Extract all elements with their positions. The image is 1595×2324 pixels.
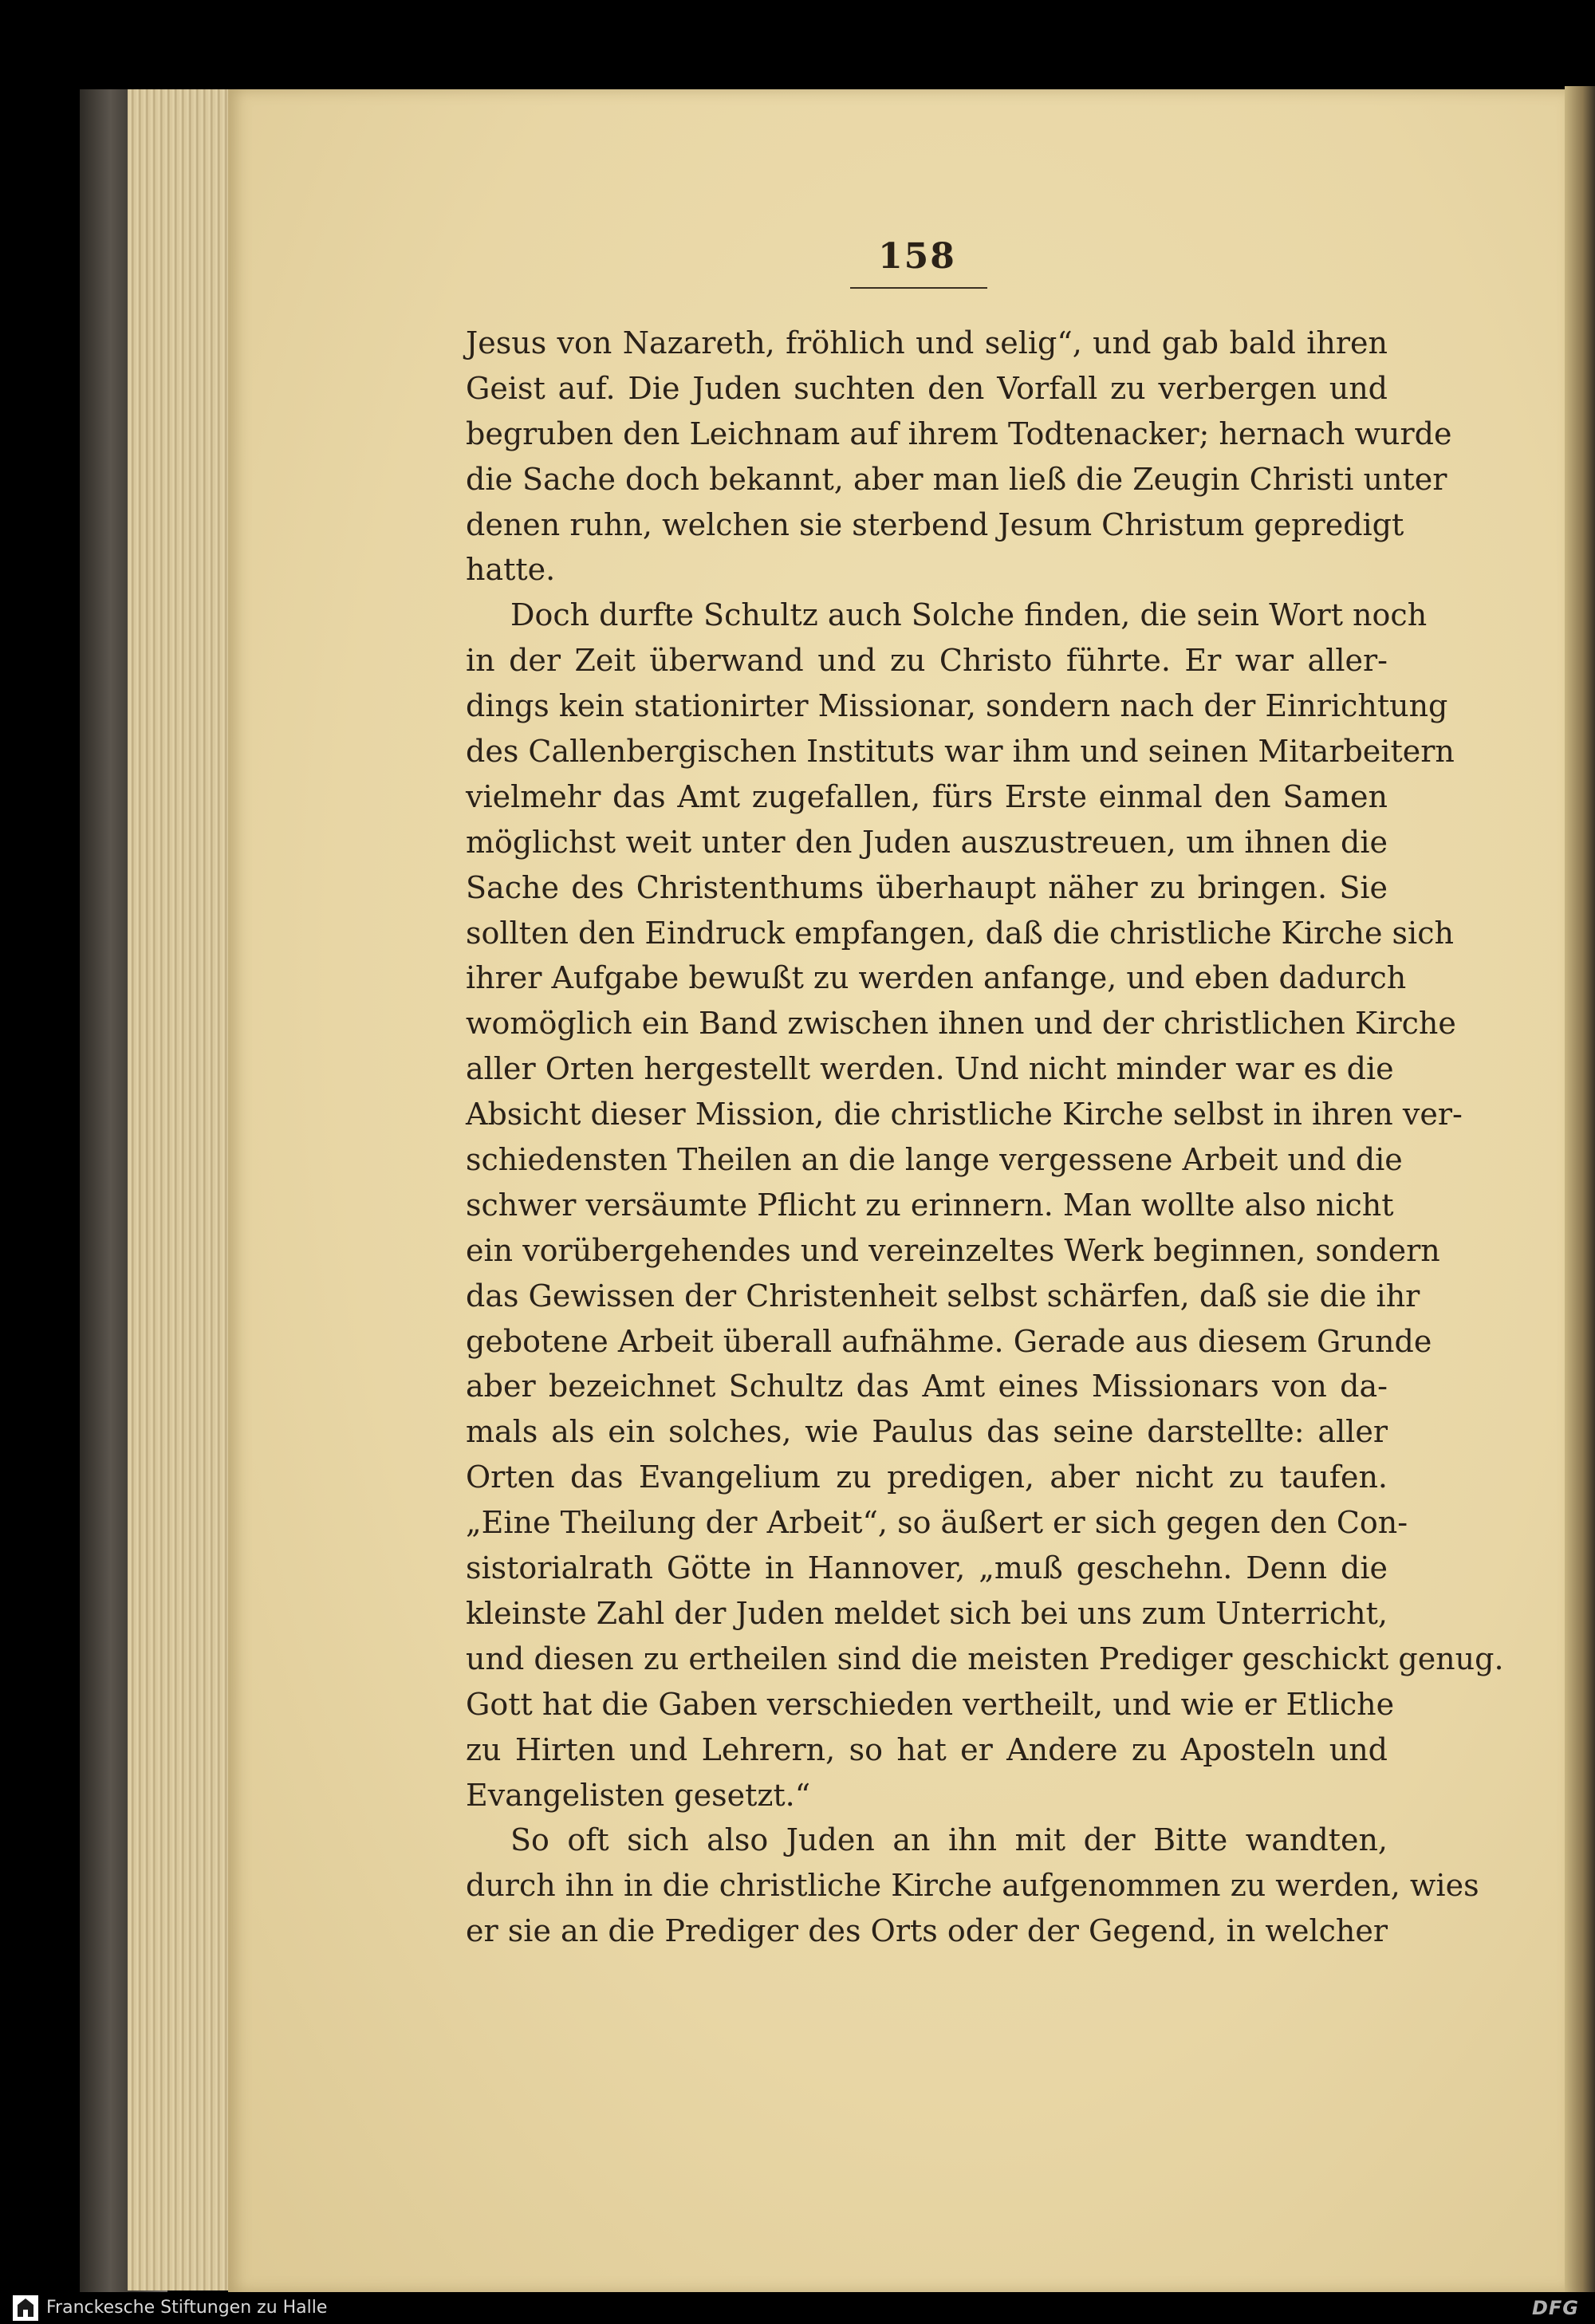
text-line: Sache des Christenthums überhaupt näher zu bringen. Sie <box>466 869 1388 905</box>
text-line: aller Orten hergestellt werden. Und nicht minder war es die <box>466 1051 1394 1087</box>
text-line: gebotene Arbeit überall aufnähme. Gerade aus diesem Grunde <box>466 1323 1432 1359</box>
text-line: Gott hat die Gaben verschieden vertheilt, und wie er Etliche <box>466 1686 1395 1722</box>
text-line: ein vorübergehendes und vereinzeltes Werk beginnen, sondern <box>466 1232 1440 1268</box>
text-line: ihrer Aufgabe bewußt zu werden anfange, und eben dadurch <box>466 960 1407 996</box>
text-line: womöglich ein Band zwischen ihnen und der christlichen Kirche <box>466 1006 1456 1042</box>
text-line: sistorialrath Götte in Hannover, „muß geschehn. Denn die <box>466 1550 1388 1586</box>
text-line: begruben den Leichnam auf ihrem Todtenacker; hernach wurde <box>466 416 1452 451</box>
page-number: 158 <box>878 236 956 277</box>
text-line: vielmehr das Amt zugefallen, fürs Erste einmal den Samen <box>466 778 1388 814</box>
institution-logo-icon <box>13 2295 38 2321</box>
text-line: durch ihn in die christliche Kirche aufgenommen zu werden, wies <box>466 1868 1479 1904</box>
text-line: Evangelisten gesetzt.“ <box>466 1777 811 1813</box>
text-line: sollten den Eindruck empfangen, daß die christliche Kirche sich <box>466 915 1454 951</box>
text-line: hatte. <box>466 552 556 588</box>
body-text <box>466 321 1504 1954</box>
text-line: schiedensten Theilen an die lange vergessene Arbeit und die <box>466 1142 1403 1178</box>
text-line: des Callenbergischen Instituts war ihm und seinen Mitarbeitern <box>466 734 1455 770</box>
text-line: zu Hirten und Lehrern, so hat er Andere zu Aposteln und <box>466 1731 1388 1767</box>
institution-name: Franckesche Stiftungen zu Halle <box>46 2298 328 2318</box>
text-line: „Eine Theilung der Arbeit“, so äußert er sich gegen den Con- <box>466 1505 1408 1541</box>
text-line: und diesen zu ertheilen sind die meisten Prediger geschickt genug. <box>466 1641 1504 1676</box>
text-line: dings kein stationirter Missionar, sondern nach der Einrichtung <box>466 688 1448 724</box>
dfg-logo: DFG <box>1531 2297 1579 2319</box>
text-line: das Gewissen der Christenheit selbst schärfen, daß sie die ihr <box>466 1278 1420 1314</box>
text-line: in der Zeit überwand und zu Christo führte. Er war aller- <box>466 643 1388 679</box>
text-line: So oft sich also Juden an ihn mit der Bitte wandten, <box>510 1822 1388 1858</box>
text-line: Geist auf. Die Juden suchten den Vorfall zu verbergen und <box>466 370 1388 406</box>
text-line: Doch durfte Schultz auch Solche finden, die sein Wort noch <box>510 597 1428 633</box>
text-line: mals als ein solches, wie Paulus das seine darstellte: aller <box>466 1414 1388 1450</box>
text-line: er sie an die Prediger des Orts oder der Gegend, in welcher <box>466 1913 1388 1949</box>
page-number-rule <box>850 287 987 289</box>
text-line: schwer versäumte Pflicht zu erinnern. Man wollte also nicht <box>466 1187 1394 1223</box>
text-line: Orten das Evangelium zu predigen, aber nicht zu taufen. <box>466 1459 1388 1495</box>
text-line: Jesus von Nazareth, fröhlich und selig“, und gab bald ihren <box>466 325 1388 360</box>
text-line: aber bezeichnet Schultz das Amt eines Missionars von da- <box>466 1369 1388 1404</box>
text-line: denen ruhn, welchen sie sterbend Jesum Christum gepredigt <box>466 506 1404 542</box>
text-line: Absicht dieser Mission, die christliche Kirche selbst in ihren ver- <box>466 1097 1463 1132</box>
text-line: kleinste Zahl der Juden meldet sich bei uns zum Unterricht, <box>466 1595 1388 1631</box>
text-line: möglichst weit unter den Juden auszustreuen, um ihnen die <box>466 824 1388 860</box>
text-line: die Sache doch bekannt, aber man ließ die Zeugin Christi unter <box>466 461 1447 497</box>
facing-page-edge <box>1565 86 1595 2292</box>
page-edges <box>128 89 239 2291</box>
